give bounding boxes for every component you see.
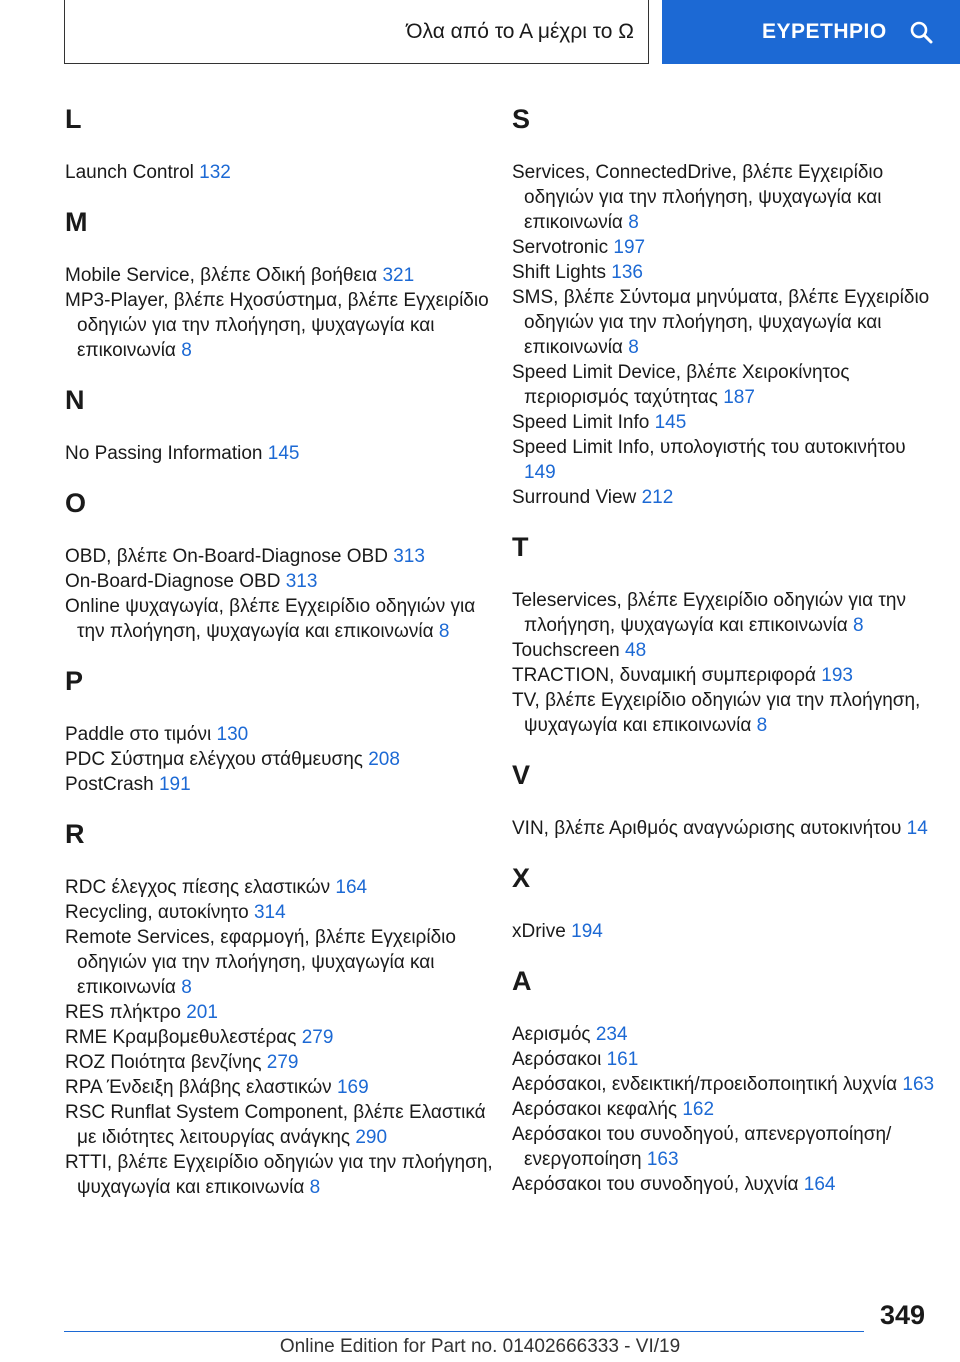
entry-text: Services, ConnectedDrive, βλέπε Εγχειρίδιο οδηγιών για την πλοήγηση, ψυχαγωγία και επικοινωνία bbox=[512, 162, 884, 233]
index-section bbox=[65, 203, 495, 363]
entry-text: ROZ Ποιότητα βενζίνης bbox=[65, 1052, 262, 1073]
index-entry bbox=[65, 1075, 495, 1100]
index-column-right bbox=[512, 100, 942, 1197]
entry-page-link[interactable]: 8 bbox=[181, 340, 192, 361]
index-entry bbox=[65, 544, 495, 569]
index-entry bbox=[65, 1050, 495, 1075]
index-entry bbox=[512, 816, 942, 841]
entry-text: xDrive bbox=[512, 921, 566, 942]
entry-text: Αερόσακοι κεφαλής bbox=[512, 1099, 678, 1120]
index-entry bbox=[65, 263, 495, 288]
entry-page-link[interactable]: 132 bbox=[199, 162, 231, 183]
entry-page-link[interactable]: 290 bbox=[355, 1127, 388, 1148]
index-entry bbox=[65, 772, 495, 797]
entry-text: Αερόσακοι, ενδεικτική/προειδοποιητική λυχνία bbox=[512, 1074, 898, 1095]
entry-text: Speed Limit Device, βλέπε Χειροκίνητος περιορισμός ταχύτητας bbox=[512, 362, 850, 408]
index-entry bbox=[512, 588, 942, 638]
footer-edition: Online Edition for Part no. 01402666333 - VI/19 bbox=[279, 1336, 681, 1357]
section-letter: L bbox=[65, 104, 82, 134]
entry-text: Recycling, αυτοκίνητο bbox=[65, 902, 249, 923]
index-entry bbox=[512, 1047, 942, 1072]
index-entry bbox=[512, 1172, 942, 1197]
index-section bbox=[512, 100, 942, 510]
index-entry bbox=[512, 1072, 942, 1097]
section-letter: V bbox=[512, 760, 531, 790]
entry-text: VIN, βλέπε Αριθμός αναγνώρισης αυτοκινήτου bbox=[512, 818, 902, 839]
entry-page-link[interactable]: 191 bbox=[158, 774, 191, 795]
index-entry bbox=[65, 722, 495, 747]
entry-text: Αερόσακοι του συνοδηγού, λυχνία bbox=[512, 1174, 799, 1195]
entry-page-link[interactable]: 48 bbox=[625, 640, 647, 661]
section-letter: M bbox=[65, 207, 88, 237]
section-letter: X bbox=[512, 863, 531, 893]
entry-text: Αερόσακοι bbox=[512, 1049, 602, 1070]
index-entry bbox=[512, 638, 942, 663]
entry-page-link[interactable]: 194 bbox=[571, 921, 603, 942]
index-entry bbox=[512, 285, 942, 360]
entry-page-link[interactable]: 313 bbox=[285, 571, 318, 592]
entry-page-link[interactable]: 14 bbox=[906, 818, 928, 839]
entry-page-link[interactable]: 136 bbox=[611, 262, 643, 283]
entry-text: RPA Ένδειξη βλάβης ελαστικών bbox=[65, 1077, 332, 1098]
index-entry bbox=[512, 485, 942, 510]
index-entry bbox=[512, 688, 942, 738]
entry-page-link[interactable]: 197 bbox=[613, 237, 646, 258]
entry-text: Teleservices, βλέπε Εγχειρίδιο οδηγιών για την πλοήγηση, ψυχαγωγία και επικοινωνία bbox=[512, 590, 906, 636]
entry-text: MP3-Player, βλέπε Ηχοσύστημα, βλέπε Εγχειρίδιο οδηγιών για την πλοήγηση, ψυχαγωγία και επικοινωνία bbox=[65, 290, 489, 361]
index-entry bbox=[512, 1097, 942, 1122]
entry-page-link[interactable]: 169 bbox=[336, 1077, 369, 1098]
index-entry bbox=[65, 1025, 495, 1050]
entry-text: RSC Runflat System Component, βλέπε Ελαστικά με ιδιότητες λειτουργίας ανάγκης bbox=[65, 1102, 486, 1148]
index-tab[interactable] bbox=[662, 0, 960, 64]
entry-page-link[interactable]: 161 bbox=[606, 1049, 639, 1070]
index-section bbox=[65, 815, 495, 1200]
index-section bbox=[65, 100, 495, 185]
entry-page-link[interactable]: 145 bbox=[267, 443, 300, 464]
index-entry bbox=[512, 360, 942, 410]
index-section bbox=[512, 756, 942, 841]
index-entry bbox=[65, 1000, 495, 1025]
index-entry bbox=[65, 925, 495, 1000]
entry-page-link[interactable]: 145 bbox=[654, 412, 687, 433]
header-section-title bbox=[64, 0, 649, 64]
entry-page-link[interactable]: 8 bbox=[756, 715, 768, 736]
entry-page-link[interactable]: 8 bbox=[309, 1177, 321, 1198]
entry-page-link[interactable]: 163 bbox=[646, 1149, 679, 1170]
entry-page-link[interactable]: 321 bbox=[382, 265, 415, 286]
header-left-title: Όλα από το Α μέχρι το Ω bbox=[406, 19, 634, 43]
index-entry bbox=[512, 1022, 942, 1047]
search-icon[interactable] bbox=[909, 20, 933, 44]
entry-page-link[interactable]: 234 bbox=[595, 1024, 628, 1045]
index-entry bbox=[512, 919, 942, 944]
index-entry bbox=[512, 235, 942, 260]
index-section bbox=[512, 859, 942, 944]
entry-text: Speed Limit Info bbox=[512, 412, 650, 433]
index-entry bbox=[65, 594, 495, 644]
entry-text: TRACTION, δυναμική συμπεριφορά bbox=[512, 665, 816, 686]
entry-text: Shift Lights bbox=[512, 262, 606, 283]
index-section bbox=[65, 381, 495, 466]
entry-page-link[interactable]: 164 bbox=[335, 877, 368, 898]
index-section bbox=[65, 662, 495, 797]
index-entry bbox=[512, 1122, 942, 1172]
entry-text: SMS, βλέπε Σύντομα μηνύματα, βλέπε Εγχειρίδιο οδηγιών για την πλοήγηση, ψυχαγωγία και επικοινωνία bbox=[512, 287, 930, 358]
entry-text: RES πλήκτρο bbox=[65, 1002, 181, 1023]
index-section bbox=[65, 484, 495, 644]
entry-text: TV, βλέπε Εγχειρίδιο οδηγιών για την πλοήγηση, ψυχαγωγία και επικοινωνία bbox=[512, 690, 921, 736]
section-letter: S bbox=[512, 104, 531, 134]
entry-text: Surround View bbox=[512, 487, 637, 508]
index-entry bbox=[512, 410, 942, 435]
entry-page-link[interactable]: 164 bbox=[803, 1174, 836, 1195]
page-number: 349 bbox=[880, 1300, 926, 1330]
entry-page-link[interactable]: 8 bbox=[181, 977, 192, 998]
index-entry bbox=[65, 900, 495, 925]
entry-text: RME Κραμβομεθυλεστέρας bbox=[65, 1027, 297, 1048]
index-tab-label: ΕΥΡΕΤΗΡΙΟ bbox=[762, 20, 887, 43]
entry-text: On-Board-Diagnose OBD bbox=[65, 571, 281, 592]
entry-page-link[interactable]: 8 bbox=[628, 212, 639, 233]
entry-text: PostCrash bbox=[65, 774, 154, 795]
entry-page-link[interactable]: 279 bbox=[301, 1027, 334, 1048]
entry-text: Servotronic bbox=[512, 237, 609, 258]
entry-page-link[interactable]: 279 bbox=[266, 1052, 299, 1073]
section-letter: O bbox=[65, 488, 87, 518]
entry-page-link[interactable]: 187 bbox=[723, 387, 755, 408]
entry-text: Paddle στο τιμόνι bbox=[65, 724, 212, 745]
entry-text: Mobile Service, βλέπε Οδική βοήθεια bbox=[65, 265, 378, 286]
index-column-left bbox=[65, 100, 495, 1200]
index-entry bbox=[512, 160, 942, 235]
entry-text: Αερισμός bbox=[512, 1024, 591, 1045]
index-section bbox=[512, 962, 942, 1197]
entry-page-link[interactable]: 8 bbox=[628, 337, 639, 358]
section-letter: P bbox=[65, 666, 84, 696]
entry-text: RTTI, βλέπε Εγχειρίδιο οδηγιών για την πλοήγηση, ψυχαγωγία και επικοινωνία bbox=[65, 1152, 493, 1198]
section-letter: T bbox=[512, 532, 529, 562]
footer-rule bbox=[64, 1331, 864, 1332]
entry-text: Online ψυχαγωγία, βλέπε Εγχειρίδιο οδηγιών για την πλοήγηση, ψυχαγωγία και επικοινωνία bbox=[65, 596, 476, 642]
section-letter: N bbox=[65, 385, 85, 415]
entry-page-link[interactable]: 313 bbox=[393, 546, 425, 567]
entry-text: No Passing Information bbox=[65, 443, 263, 464]
entry-text: PDC Σύστημα ελέγχου στάθμευσης bbox=[65, 749, 363, 770]
section-letter: A bbox=[512, 966, 532, 996]
index-entry bbox=[65, 747, 495, 772]
index-entry bbox=[65, 441, 495, 466]
entry-page-link[interactable]: 130 bbox=[216, 724, 249, 745]
entry-page-link[interactable]: 149 bbox=[524, 462, 556, 483]
index-entry bbox=[512, 260, 942, 285]
entry-text: Αερόσακοι του συνοδηγού, απενεργοποίηση/ενεργοποίηση bbox=[512, 1124, 892, 1170]
index-entry bbox=[65, 288, 495, 363]
entry-page-link[interactable]: 208 bbox=[368, 749, 400, 770]
index-entry bbox=[65, 1100, 495, 1150]
index-entry bbox=[65, 569, 495, 594]
index-entry bbox=[65, 160, 495, 185]
entry-text: Remote Services, εφαρμογή, βλέπε Εγχειρίδιο οδηγιών για την πλοήγηση, ψυχαγωγία και επικοινωνία bbox=[65, 927, 456, 998]
entry-text: Launch Control bbox=[65, 162, 194, 183]
index-entry bbox=[512, 663, 942, 688]
entry-text: Touchscreen bbox=[512, 640, 620, 661]
entry-text: RDC έλεγχος πίεσης ελαστικών bbox=[65, 877, 331, 898]
entry-page-link[interactable]: 212 bbox=[641, 487, 674, 508]
entry-text: OBD, βλέπε On-Board-Diagnose OBD bbox=[65, 546, 388, 567]
entry-page-link[interactable]: 193 bbox=[821, 665, 853, 686]
index-entry bbox=[512, 435, 942, 485]
entry-page-link[interactable]: 201 bbox=[186, 1002, 218, 1023]
entry-page-link[interactable]: 8 bbox=[853, 615, 864, 636]
index-entry bbox=[65, 875, 495, 900]
section-letter: R bbox=[65, 819, 85, 849]
entry-page-link[interactable]: 163 bbox=[902, 1074, 935, 1095]
entry-page-link[interactable]: 8 bbox=[438, 621, 450, 642]
index-entry bbox=[65, 1150, 495, 1200]
entry-page-link[interactable]: 162 bbox=[682, 1099, 715, 1120]
index-section bbox=[512, 528, 942, 738]
entry-page-link[interactable]: 314 bbox=[253, 902, 286, 923]
entry-text: Speed Limit Info, υπολογιστής του αυτοκινήτου bbox=[512, 437, 906, 458]
